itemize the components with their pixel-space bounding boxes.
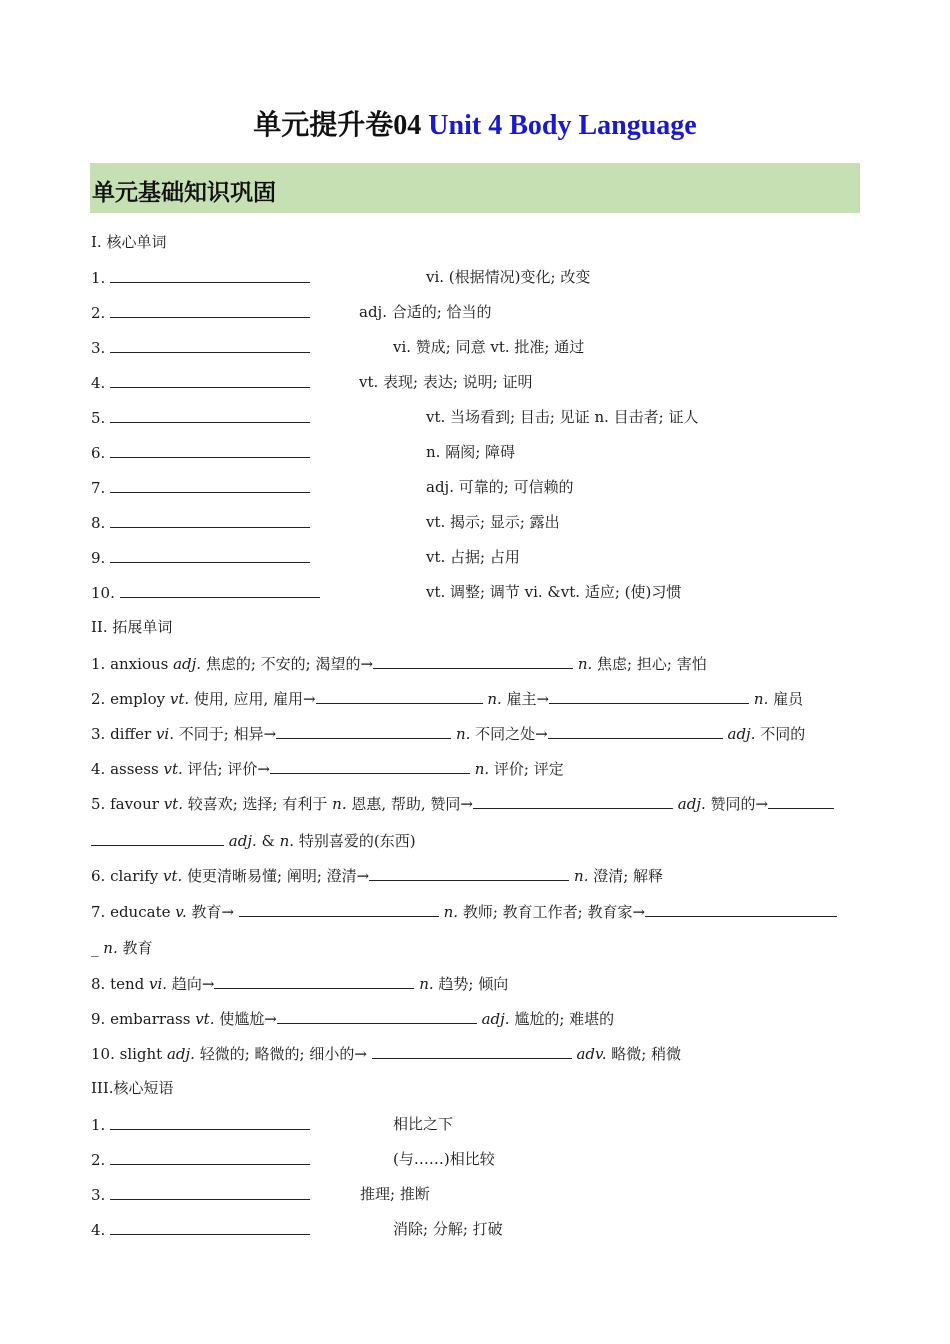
- extension-item: 2. employ vt. 使用, 应用, 雇用→ n. 雇主→ n. 雇员: [91, 690, 804, 708]
- word-item: 9.: [91, 547, 310, 568]
- word-item: 7.: [91, 477, 310, 498]
- answer-blank[interactable]: [110, 1219, 310, 1235]
- word-definition: vi. (根据情况)变化; 改变: [426, 268, 591, 286]
- answer-blank[interactable]: [373, 653, 573, 669]
- word-item: 3.: [91, 337, 310, 358]
- answer-blank[interactable]: [110, 1114, 310, 1130]
- phrase-item: 3.: [91, 1184, 310, 1205]
- word-item: 8.: [91, 512, 310, 533]
- extension-item: 7. educate v. 教育→ n. 教师; 教育工作者; 教育家→: [91, 901, 837, 922]
- phrase-item: 4.: [91, 1219, 310, 1240]
- answer-blank[interactable]: [645, 901, 837, 917]
- section3-heading: III.核心短语: [91, 1079, 174, 1097]
- answer-blank[interactable]: [473, 793, 673, 809]
- word-definition: vt. 揭示; 显示; 露出: [426, 513, 560, 531]
- extension-item: 4. assess vt. 评估; 评价→ n. 评价; 评定: [91, 760, 564, 778]
- section-banner: [90, 163, 860, 213]
- word-definition: vt. 当场看到; 目击; 见证 n. 目击者; 证人: [426, 408, 699, 426]
- word-definition: vt. 占据; 占用: [426, 548, 520, 566]
- answer-blank[interactable]: [110, 512, 310, 528]
- answer-blank[interactable]: [110, 1149, 310, 1165]
- word-definition: n. 隔阂; 障碍: [426, 443, 516, 461]
- answer-blank[interactable]: [270, 758, 470, 774]
- extension-item: 5. favour vt. 较喜欢; 选择; 有利于 n. 恩惠, 帮助, 赞同→ adj. 赞同的→: [91, 793, 834, 814]
- answer-blank[interactable]: [110, 372, 310, 388]
- title-unit: Unit 4 Body Language: [428, 110, 697, 141]
- phrase-item: 2.: [91, 1149, 310, 1170]
- answer-blank[interactable]: [548, 723, 723, 739]
- answer-blank[interactable]: [372, 1043, 572, 1059]
- answer-blank[interactable]: [110, 302, 310, 318]
- section1-heading: I. 核心单词: [91, 233, 167, 251]
- extension-item-continued: adj. & n. 特别喜爱的(东西): [91, 830, 416, 851]
- word-item: 1.: [91, 267, 310, 288]
- answer-blank[interactable]: [91, 830, 224, 846]
- answer-blank[interactable]: [110, 477, 310, 493]
- section2-heading: II. 拓展单词: [91, 618, 173, 636]
- answer-blank[interactable]: [277, 1008, 477, 1024]
- extension-item: 3. differ vi. 不同于; 相异→ n. 不同之处→ adj. 不同的: [91, 725, 806, 743]
- answer-blank[interactable]: [110, 442, 310, 458]
- word-definition: vi. 赞成; 同意 vt. 批准; 通过: [393, 338, 585, 356]
- phrase-definition: 相比之下: [393, 1115, 454, 1133]
- answer-blank[interactable]: [369, 865, 569, 881]
- answer-blank[interactable]: [768, 793, 834, 809]
- answer-blank[interactable]: [214, 973, 414, 989]
- word-item: 2.: [91, 302, 310, 323]
- phrase-definition: 推理; 推断: [360, 1185, 430, 1203]
- answer-blank[interactable]: [110, 407, 310, 423]
- answer-blank[interactable]: [239, 901, 439, 917]
- title-prefix: 单元提升卷04: [253, 110, 429, 141]
- answer-blank[interactable]: [120, 582, 320, 598]
- extension-item: 8. tend vi. 趋向→ n. 趋势; 倾向: [91, 975, 509, 993]
- page-title: [0, 103, 950, 143]
- extension-item: 6. clarify vt. 使更清晰易懂; 阐明; 澄清→ n. 澄清; 解释: [91, 867, 664, 885]
- word-item: 6.: [91, 442, 310, 463]
- extension-item-continued: _ n. 教育: [91, 939, 153, 957]
- word-item: 4.: [91, 372, 310, 393]
- word-definition: vt. 调整; 调节 vi. &vt. 适应; (使)习惯: [426, 583, 682, 601]
- answer-blank[interactable]: [316, 688, 483, 704]
- word-item: 5.: [91, 407, 310, 428]
- answer-blank[interactable]: [110, 267, 310, 283]
- phrase-definition: 消除; 分解; 打破: [393, 1220, 503, 1238]
- word-definition: adj. 可靠的; 可信赖的: [426, 478, 574, 496]
- word-definition: adj. 合适的; 恰当的: [359, 303, 492, 321]
- banner-text: 单元基础知识巩固: [92, 180, 276, 206]
- word-item: 10.: [91, 582, 320, 603]
- answer-blank[interactable]: [276, 723, 451, 739]
- answer-blank[interactable]: [110, 337, 310, 353]
- phrase-definition: (与……)相比较: [393, 1150, 495, 1168]
- extension-item: 10. slight adj. 轻微的; 略微的; 细小的→ adv. 略微; 稍微: [91, 1045, 682, 1063]
- word-definition: vt. 表现; 表达; 说明; 证明: [359, 373, 533, 391]
- answer-blank[interactable]: [110, 1184, 310, 1200]
- answer-blank[interactable]: [110, 547, 310, 563]
- phrase-item: 1.: [91, 1114, 310, 1135]
- extension-item: 1. anxious adj. 焦虑的; 不安的; 渴望的→ n. 焦虑; 担心; 害怕: [91, 655, 707, 673]
- extension-item: 9. embarrass vt. 使尴尬→ adj. 尴尬的; 难堪的: [91, 1010, 615, 1028]
- answer-blank[interactable]: [549, 688, 749, 704]
